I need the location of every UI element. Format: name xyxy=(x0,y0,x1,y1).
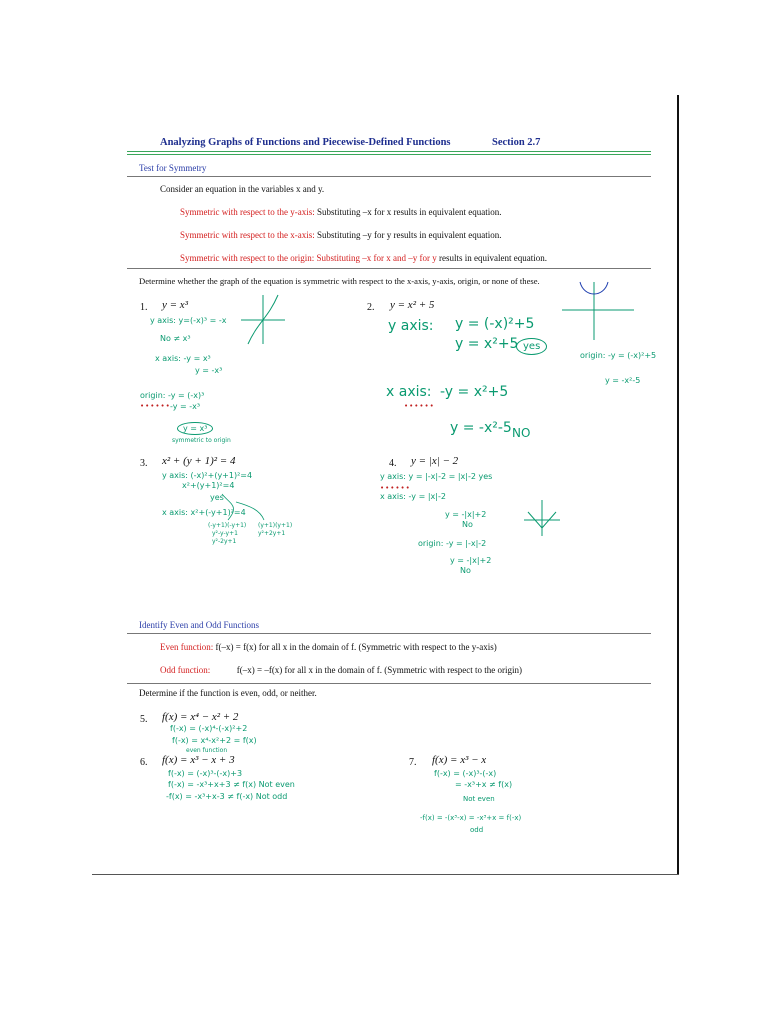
p2-yes-circle: yes xyxy=(516,338,547,355)
p4-no-1: No xyxy=(462,520,473,529)
rule-y-axis-label: Symmetric with respect to the y-axis: xyxy=(180,207,315,217)
p4-work-line-4: origin: -y = |-x|-2 xyxy=(418,539,487,548)
p2-work-line-3: -y = x²+5 xyxy=(440,384,509,400)
rule-origin-label: Symmetric with respect to the origin: xyxy=(180,253,315,263)
symmetry-heading: Test for Symmetry xyxy=(139,163,207,173)
problem-1-equation: y = x³ xyxy=(162,299,188,311)
odd-definition xyxy=(160,665,522,675)
odd-text: f(–x) = –f(x) for all x in the domain of f. (Symmetric with respect to the origin) xyxy=(236,665,522,675)
rule-origin-text-red: Substituting –x for x and –y for y xyxy=(316,253,437,263)
p2-underline-dots: •••••• xyxy=(404,402,435,410)
p4-graph-sketch xyxy=(522,498,562,538)
p2-work-xaxis: x axis: xyxy=(386,384,432,400)
p3-work-line-7: (y+1)(y+1) xyxy=(258,522,293,529)
p1-graph-sketch xyxy=(238,292,288,347)
even-label: Even function: xyxy=(160,642,214,652)
p1-conclusion: symmetric to origin xyxy=(172,437,231,444)
p2-work-line-2: y = x²+5 xyxy=(455,336,519,352)
p2-work-line-4: y = -x²-5 xyxy=(450,420,512,436)
p3-work-line-3: x axis: x²+(-y+1)²=4 xyxy=(162,508,246,517)
page-right-border xyxy=(677,95,679,875)
p1-work-line-1: y axis: y=(-x)³ = -x xyxy=(150,316,227,325)
function-7-number: 7. xyxy=(409,757,417,768)
p7-odd: odd xyxy=(470,826,484,834)
function-instruction: Determine if the function is even, odd, or neither. xyxy=(139,688,317,698)
even-odd-heading: Identify Even and Odd Functions xyxy=(139,620,259,630)
p4-work-line-1: y axis: y = |-x|-2 = |x|-2 yes xyxy=(380,472,493,481)
p2-work-line-1: y = (-x)²+5 xyxy=(455,316,535,332)
p7-work-line-1: f(-x) = (-x)³-(-x) xyxy=(434,769,497,778)
section-label: Section 2.7 xyxy=(492,137,541,148)
p2-origin-line-1: origin: -y = (-x)²+5 xyxy=(580,351,657,360)
p1-work-line-3: x axis: -y = x³ xyxy=(155,354,211,363)
p3-work-line-8: y²+2y+1 xyxy=(258,530,286,537)
header-rule xyxy=(127,151,651,152)
p5-work-line-2: f(-x) = x⁴-x²+2 = f(x) xyxy=(172,736,257,745)
p6-work-line-1: f(-x) = (-x)³-(-x)+3 xyxy=(168,769,243,778)
function-instruction-rule xyxy=(127,683,651,684)
rule-y-axis-text: Substituting –x for x results in equivalent equation. xyxy=(316,207,502,217)
p6-work-line-2: f(-x) = -x³+x+3 ≠ f(x) Not even xyxy=(168,780,295,789)
p1-work-line-5: origin: -y = (-x)³ xyxy=(140,391,205,400)
problem-3-equation: x² + (y + 1)² = 4 xyxy=(162,455,236,467)
p2-no: NO xyxy=(512,426,531,440)
p7-work-line-2: = -x³+x ≠ f(x) xyxy=(455,780,513,789)
problem-2-number: 2. xyxy=(367,302,375,313)
symmetry-instruction: Determine whether the graph of the equation is symmetric with respect to the x-axis, y-axis, origin, or none of these. xyxy=(139,276,540,286)
function-7-equation: f(x) = x³ − x xyxy=(432,754,487,766)
rule-y-axis xyxy=(180,207,501,217)
problem-4-number: 4. xyxy=(389,458,397,469)
p2-graph-sketch xyxy=(558,278,636,344)
symmetry-intro: Consider an equation in the variables x and y. xyxy=(160,184,325,194)
rule-origin-text: results in equivalent equation. xyxy=(438,253,547,263)
p2-origin-line-2: y = -x²-5 xyxy=(605,376,641,385)
p1-work-line-4: y = -x³ xyxy=(195,366,223,375)
p3-work-line-5: y²-y-y+1 xyxy=(212,530,238,537)
function-6-number: 6. xyxy=(140,757,148,768)
problem-4-equation: y = |x| − 2 xyxy=(411,455,459,467)
p4-underline-dots: •••••• xyxy=(380,484,411,492)
even-odd-rule xyxy=(127,633,651,634)
function-5-number: 5. xyxy=(140,714,148,725)
p7-not-even: Not even xyxy=(463,795,495,803)
rule-origin xyxy=(180,253,547,263)
p3-yes: yes xyxy=(210,493,224,502)
p7-work-line-3: -f(x) = -(x³-x) = -x³+x = f(-x) xyxy=(420,814,522,822)
p3-work-line-1: y axis: (-x)²+(y+1)²=4 xyxy=(162,471,253,480)
p4-work-line-3: y = -|x|+2 xyxy=(445,510,487,519)
even-definition xyxy=(160,642,497,652)
symmetry-rule xyxy=(127,176,651,177)
p1-work-line-6: -y = -x³ xyxy=(170,402,201,411)
p3-work-line-2: x²+(y+1)²=4 xyxy=(182,481,235,490)
problem-2-equation: y = x² + 5 xyxy=(390,299,435,311)
p1-underline-dots: •••••• xyxy=(140,402,171,410)
problem-1-number: 1. xyxy=(140,302,148,313)
problem-3-number: 3. xyxy=(140,458,148,469)
p4-no-2: No xyxy=(460,566,471,575)
p6-work-line-3: -f(x) = -x³+x-3 ≠ f(-x) Not odd xyxy=(166,792,288,801)
document-title: Analyzing Graphs of Functions and Piecewise-Defined Functions xyxy=(160,137,451,148)
p5-conclusion: even function xyxy=(186,747,228,754)
header-rule-2 xyxy=(127,154,651,155)
odd-label: Odd function: xyxy=(160,665,211,675)
p3-connector-lines xyxy=(220,492,280,522)
p2-work-yaxis: y axis: xyxy=(388,318,434,334)
rule-x-axis-label: Symmetric with respect to the x-axis: xyxy=(180,230,315,240)
p5-work-line-1: f(-x) = (-x)⁴-(-x)²+2 xyxy=(170,724,248,733)
rule-x-axis-text: Substituting –y for y results in equivalent equation. xyxy=(316,230,502,240)
p4-work-line-2: x axis: -y = |x|-2 xyxy=(380,492,446,501)
p1-answer-circle: y = x³ xyxy=(177,422,213,435)
p3-work-line-4: (-y+1)(-y+1) xyxy=(208,522,247,529)
function-6-equation: f(x) = x³ − x + 3 xyxy=(162,754,235,766)
p3-work-line-6: y²-2y+1 xyxy=(212,538,237,545)
p1-work-line-2: No ≠ x³ xyxy=(160,334,191,343)
p4-work-line-5: y = -|x|+2 xyxy=(450,556,492,565)
function-5-equation: f(x) = x⁴ − x² + 2 xyxy=(162,711,239,723)
instruction-rule xyxy=(127,268,651,269)
page-bottom-border xyxy=(92,874,679,875)
rule-x-axis xyxy=(180,230,501,240)
even-text: f(–x) = f(x) for all x in the domain of f. (Symmetric with respect to the y-axis) xyxy=(215,642,497,652)
